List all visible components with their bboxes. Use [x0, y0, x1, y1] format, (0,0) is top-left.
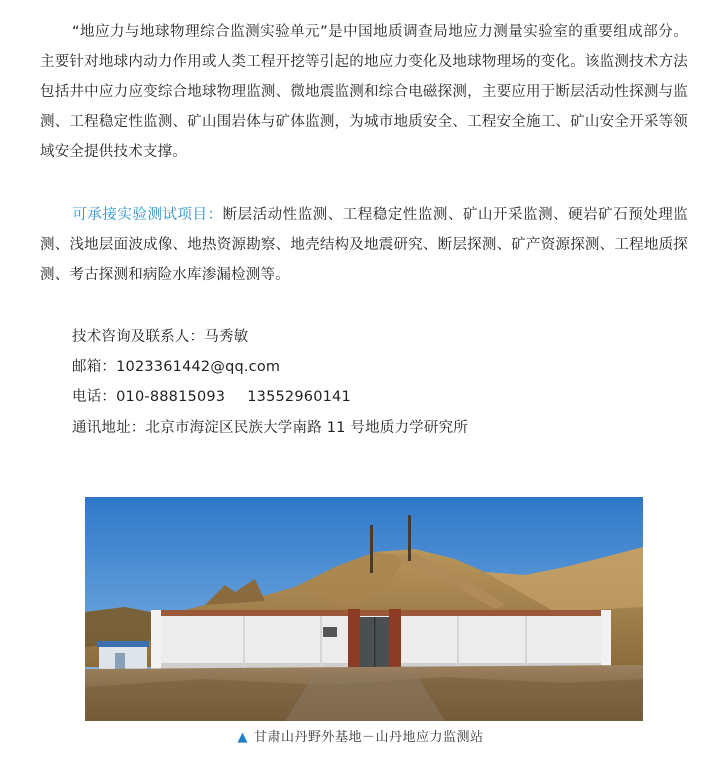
triangle-up-icon: ▲ — [237, 730, 248, 745]
phone-value-2: 13552960141 — [247, 389, 351, 405]
contact-address — [72, 413, 468, 443]
intro-text: “地应力与地球物理综合监测实验单元”是中国地质调查局地应力测量实验室的重要组成部分。主要针对地球内动力作用或人类工程开挖等引起的地应力变化及地球物理场的变化。该监测技术方法包括井中应力应变综合地球物理监测、微地震监测和综合电磁探测，主要应用于断层活动性探测与监测、工程稳定性监测、矿山围岩体与矿体监测，为城市地质安全、工程安全施工、矿山安全开采等领域安全提供技术支撑。 — [40, 24, 688, 160]
phone-label: 电话： — [72, 389, 117, 405]
email-label: 邮箱： — [72, 359, 117, 375]
email-value: 1023361442@qq.com — [116, 359, 281, 375]
projects-paragraph — [40, 200, 688, 290]
address-value: 北京市海淀区民族大学南路 11 号地质力学研究所 — [145, 420, 468, 436]
caption-text: 甘肃山丹野外基地－山丹地应力监测站 — [253, 730, 484, 745]
photo-caption — [0, 728, 721, 748]
contact-person: 技术咨询及联系人：马秀敏 — [72, 329, 249, 345]
contact-phone — [72, 382, 351, 412]
phone-value-1: 010-88815093 — [116, 389, 226, 405]
address-label: 通讯地址： — [72, 420, 146, 436]
projects-label: 可承接实验测试项目： — [72, 207, 223, 223]
monitoring-station-photo — [85, 497, 643, 721]
intro-paragraph — [40, 17, 688, 167]
projects-text: 断层活动性监测、工程稳定性监测、矿山开采监测、硬岩矿石预处理监测、浅地层面波成像、地热资源勘察、地壳结构及地震研究、断层探测、矿产资源探测、工程地质探测、考古探测和病险水库渗漏检测等。 — [40, 207, 689, 283]
contact-email — [72, 352, 280, 382]
